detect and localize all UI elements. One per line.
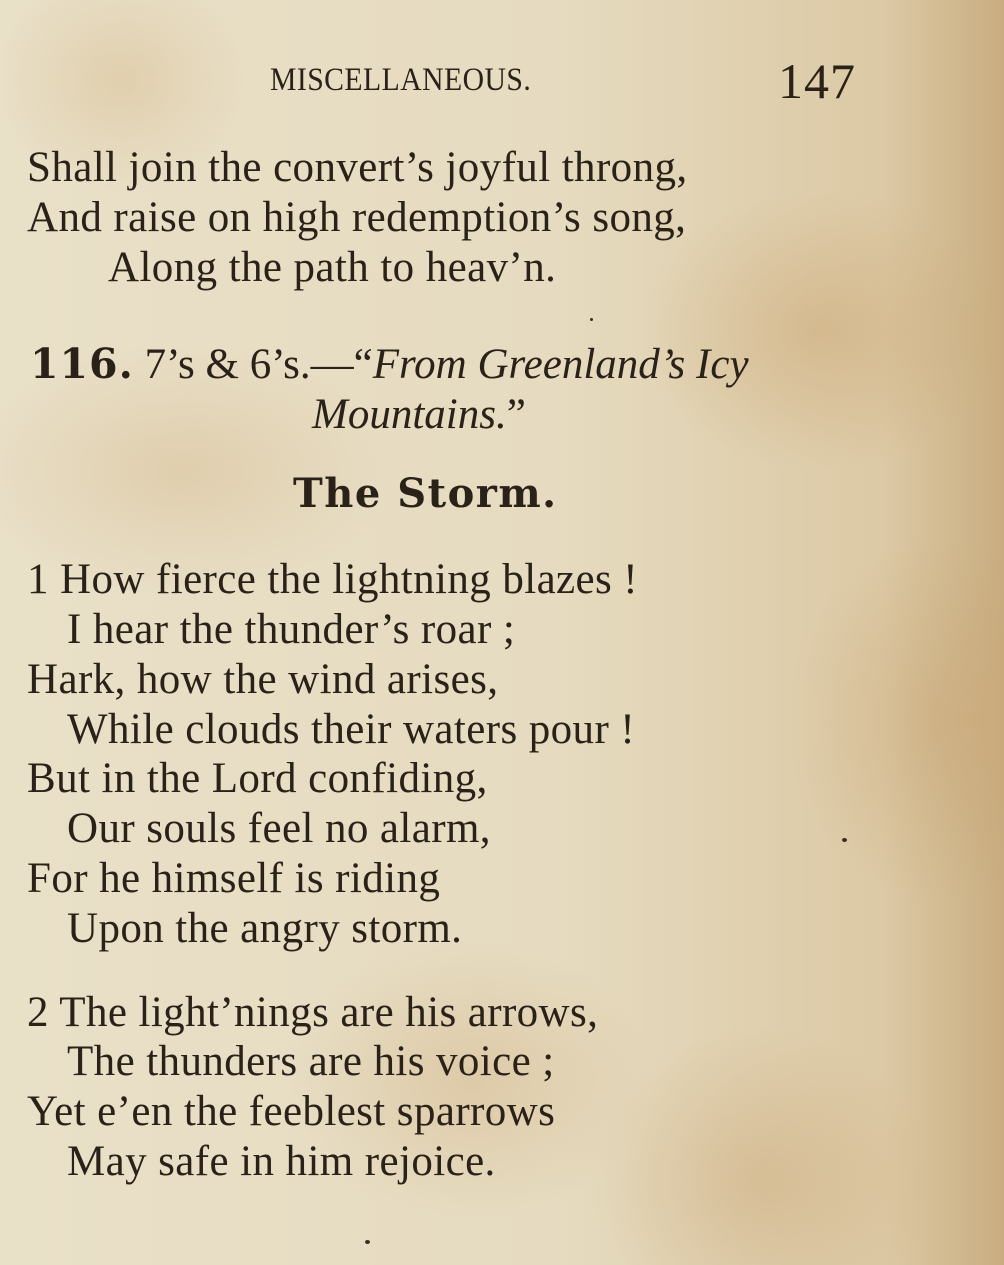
tune-name-line-2: Mountains.	[312, 391, 507, 438]
ink-speck	[365, 1240, 370, 1244]
verse-line: Upon the angry storm.	[67, 905, 463, 952]
closing-quote: ”	[506, 391, 526, 438]
hymn-number: 116.	[30, 340, 134, 388]
running-head: MISCELLANEOUS.	[270, 62, 532, 98]
ink-speck	[590, 318, 593, 321]
hymn-heading	[30, 340, 749, 389]
verse-line: I hear the thunder’s roar ;	[67, 606, 516, 653]
verse-line: Along the path to heav’n.	[108, 244, 557, 291]
tune-name-continued	[312, 390, 526, 439]
verse-line: But in the Lord confiding,	[27, 755, 488, 802]
verse-line: Our souls feel no alarm,	[67, 805, 491, 852]
verse-line: While clouds their waters pour !	[67, 706, 636, 753]
tune-name: From Greenland’s Icy	[372, 341, 749, 388]
verse-line: Hark, how the wind arises,	[27, 656, 499, 703]
verse-line: 2 The light’nings are his arrows,	[27, 989, 599, 1036]
verse-line: Yet e’en the feeblest sparrows	[27, 1088, 556, 1135]
verse-line: Shall join the convert’s joyful throng,	[27, 144, 688, 191]
page-number: 147	[778, 53, 856, 109]
verse-line: The thunders are his voice ;	[67, 1038, 555, 1085]
verse-line: 1 How fierce the lightning blazes !	[27, 556, 639, 603]
verse-line: For he himself is riding	[27, 855, 441, 902]
verse-line: May safe in him rejoice.	[67, 1138, 496, 1185]
verse-line: And raise on high redemption’s song,	[27, 194, 687, 241]
ink-speck	[842, 838, 847, 842]
hymn-title: The Storm.	[293, 470, 558, 517]
hymn-meter: 7’s & 6’s.—“	[144, 341, 373, 388]
